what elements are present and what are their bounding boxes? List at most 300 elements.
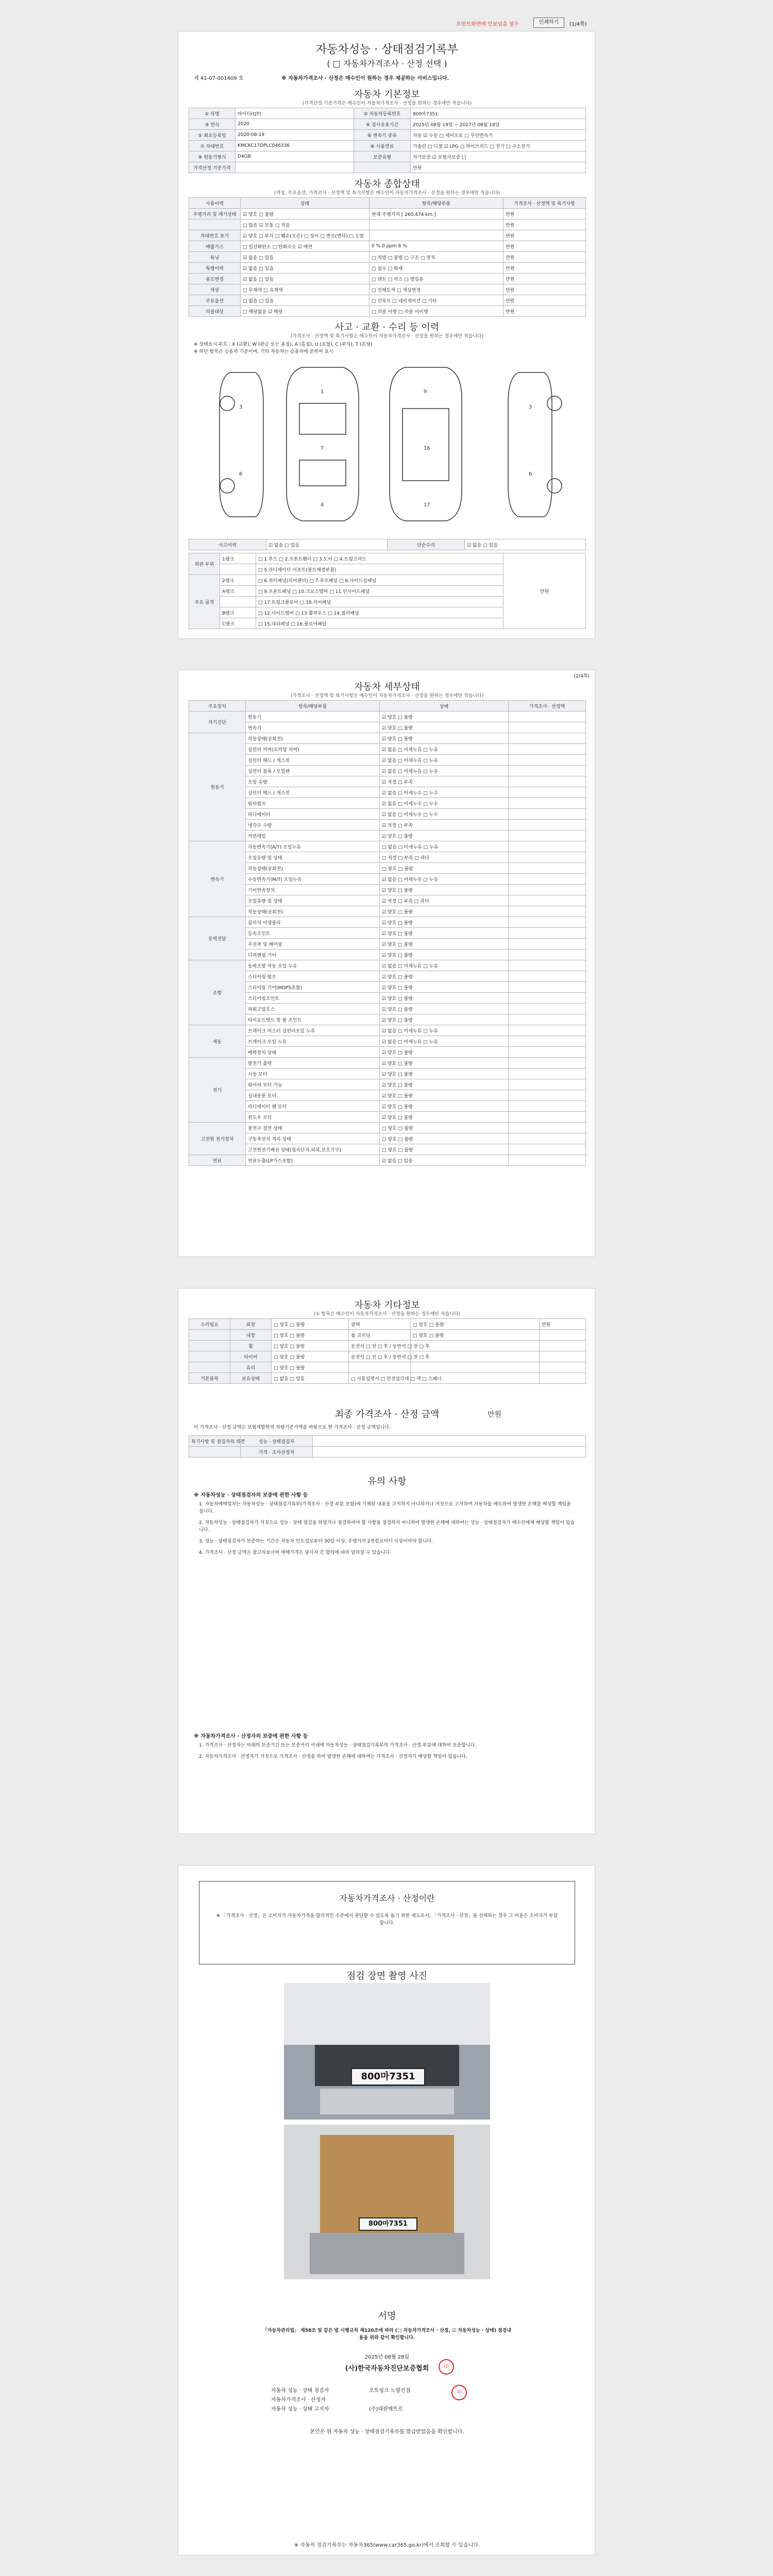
table-cell: [189, 1330, 230, 1341]
table-row: [189, 831, 586, 841]
signer-name: (주)대원매트로: [369, 2406, 403, 2412]
notice-list: [199, 1501, 575, 1561]
price-cell: [509, 1036, 586, 1047]
part-name: 실내송풍 모터: [246, 1090, 380, 1101]
part-name: 오일 유량: [246, 776, 380, 787]
part-name: 충전구 절연 상태: [246, 1123, 380, 1133]
table-row: [189, 1112, 586, 1123]
basic-info-table: [189, 108, 586, 173]
table-cell: 가격산정 기준가격: [189, 162, 236, 173]
part-state: ☑ 양호 □ 불량: [380, 722, 509, 733]
price-cell: [509, 1047, 586, 1058]
inspector-seal: 印: [451, 2385, 467, 2400]
device-group: 원동기: [189, 733, 246, 841]
table-cell: 만원: [503, 295, 586, 306]
part-state: □ 양호 □ 불량: [380, 1133, 509, 1144]
table-cell: 마이티(QT): [236, 108, 354, 119]
rear-photo: [284, 2125, 490, 2279]
part-state: □ 없음 □ 미세누유 □ 누유: [380, 841, 509, 852]
signer-row: [271, 2395, 508, 2404]
price-explain-box: [199, 1881, 575, 1964]
part-name: 오일유량 및 상태: [246, 895, 380, 906]
table-row: [189, 209, 586, 219]
table-row: [189, 939, 586, 950]
table-cell: 튜닝: [189, 252, 241, 263]
signer-row: [271, 2386, 508, 2395]
part-name: 파워고압호스: [246, 1004, 380, 1014]
column-header: 항목/해당부품: [246, 701, 380, 711]
price-cell: [509, 928, 586, 939]
frame-price: 만원: [503, 553, 586, 629]
table-row: [189, 874, 586, 885]
part-name: 디퍼렌셜 기어: [246, 950, 380, 960]
table-cell: ① 차명: [189, 108, 236, 119]
table-cell: □ 없음 □ 있음: [241, 295, 369, 306]
table-row: [189, 1036, 586, 1047]
svg-text:16: 16: [424, 446, 430, 451]
table-cell: [189, 1447, 241, 1458]
part-name: 작동상태(공회전): [246, 863, 380, 874]
final-price-sentence: 이 가격조사 · 산정 금액은 보험개발원의 차량기준가액을 바탕으로 한 가격조사 · 산정 금액입니다.: [194, 1425, 391, 1430]
table-cell: 만원: [503, 241, 586, 252]
frame-damage-table: [189, 553, 586, 629]
price-cell: [509, 993, 586, 1004]
part-name: 변속기: [246, 722, 380, 733]
table-row: [189, 841, 586, 852]
price-cell: [509, 1090, 586, 1101]
table-row: [189, 252, 586, 263]
price-cell: [509, 852, 586, 863]
svg-text:3: 3: [529, 404, 532, 410]
frame-side-label: 주요 골격: [189, 575, 220, 629]
table-row: [189, 263, 586, 274]
svg-text:9: 9: [424, 389, 427, 395]
table-cell: 800마7351: [411, 108, 586, 119]
table-cell: [189, 1341, 230, 1351]
accident-legend-2: ※ 하단 항목은 승용차 기준이며, 기타 자동차는 승용차에 준하여 표시: [194, 349, 333, 354]
part-state: □ 양호 □ 불량: [380, 863, 509, 874]
table-row: [189, 284, 586, 295]
table-cell: ☑ 없음 □ 있음: [241, 263, 369, 274]
part-state: ☑ 양호 □ 불량: [380, 1090, 509, 1101]
rank-cell: C랭크: [220, 618, 256, 629]
part-name: 기어변속장치: [246, 885, 380, 895]
part-name: 배력장치 상태: [246, 1047, 380, 1058]
table-row: [189, 798, 586, 809]
price-cell: [509, 831, 586, 841]
table-row: [189, 766, 586, 776]
top-bar: [178, 15, 595, 29]
table-row: [189, 1133, 586, 1144]
part-state: ☑ 양호 □ 불량: [380, 733, 509, 744]
table-cell: 만원: [503, 209, 586, 219]
table-row: [189, 809, 586, 820]
part-name: 실린더 헤드 / 개스킷: [246, 755, 380, 766]
table-cell: [349, 1362, 411, 1373]
price-cell: [509, 1025, 586, 1036]
organization-seal: 印: [439, 2359, 454, 2375]
table-row: [189, 1351, 586, 1362]
table-row: [189, 141, 586, 151]
table-cell: D4GB: [236, 151, 354, 162]
accident-legend-1: ※ 상태표시 부호 : X (교환), W (판금 또는 용접), A (흠집), U (요철), C (부식), T (손상): [194, 342, 373, 347]
table-cell: □ 해당없음 ☑ 해당: [241, 306, 369, 317]
document-subtitle: ( □ 자동차가격조사 · 산정 선택 ): [327, 59, 447, 69]
price-cell: [509, 798, 586, 809]
table-cell: 현재 주행거리 [ 260,474 km ]: [369, 209, 503, 219]
table-row: [189, 1123, 586, 1133]
doc-no-label: 제: [194, 76, 199, 81]
part-name: 브레이크 오일 누유: [246, 1036, 380, 1047]
signer-role: 자동차가격조사 · 산정자: [271, 2397, 326, 2403]
sign-org: (사)한국자동차진단보증협회: [345, 2365, 429, 2372]
part-name: 구동축전지 격리 상태: [246, 1133, 380, 1144]
table-row: [189, 1155, 586, 1166]
table-cell: ② 자동차등록번호: [354, 108, 411, 119]
part-state: ☑ 양호 □ 불량: [380, 711, 509, 722]
price-cell: [509, 1004, 586, 1014]
table-cell: □ 양호 □ 불량: [272, 1341, 349, 1351]
signer-role: 자동차 성능 · 상태 고지자: [271, 2406, 329, 2412]
part-name: 자동변속기(A/T) 오일누유: [246, 841, 380, 852]
table-row: [189, 1341, 586, 1351]
table-cell: [369, 219, 503, 230]
svg-text:1: 1: [321, 389, 324, 395]
price-explain-text: ※ 「가격조사 · 산정」은 소비자가 자동차가격을 합리적인 수준에서 판단할 수 있도록 돕기 위한 제도로서, 「가격조사 · 산정」을 선택하는 경우 그 비용은 소비자가 부담합니다.: [216, 1913, 558, 1926]
parts-cell: □ 5.라디에이터 서포트(볼트체결부품): [256, 564, 503, 575]
part-state: ☑ 양호 □ 불량: [380, 1079, 509, 1090]
svg-text:6: 6: [529, 471, 532, 477]
device-group: 제동: [189, 1025, 246, 1058]
table-cell: 특별이력: [189, 263, 241, 274]
final-price-title: 최종 가격조사 · 산정 금액: [334, 1409, 440, 1420]
part-name: 시동 모터: [246, 1069, 380, 1079]
table-row: [189, 1058, 586, 1069]
table-row: [189, 1079, 586, 1090]
receipt-text: 본인은 위 자동차 성능 · 상태점검기록부를 발급받았음을 확인합니다.: [310, 2429, 464, 2435]
page-3: [178, 1288, 595, 1834]
part-state: ☑ 없음 □ 미세누유 □ 누유: [380, 874, 509, 885]
table-row: [189, 787, 586, 798]
total-status-title: 자동차 종합상태: [354, 179, 420, 190]
footer-text: ※ 자동차 점검기록부는 자동차365(www.car365.go.kr)에서 조회할 수 있습니다.: [294, 2543, 480, 2548]
table-cell: [354, 162, 411, 173]
part-name: 클러치 어셈블리: [246, 917, 380, 928]
table-cell: 주요옵션: [189, 295, 241, 306]
column-header: 가격조사 · 산정액 및 특기사항: [503, 198, 586, 209]
notice-paragraph: 1. 자동차매매업자는 자동차성능 · 상태점검기록부(가격조사 · 산정 부분 포함)에 기재된 내용을 고지하지 아니하거나 거짓으로 고지하여 자동차를 매도하여 발생한 손해를 배상할 책임을 집니다.: [199, 1502, 571, 1514]
table-cell: □ 무채색 □ 유채색: [241, 284, 369, 295]
table-cell: [411, 1341, 540, 1351]
part-state: ☑ 없음 □ 있음: [380, 1155, 509, 1166]
document-number: [194, 74, 244, 81]
table-row: [189, 241, 586, 252]
price-cell: [509, 1014, 586, 1025]
table-cell: [313, 1436, 586, 1447]
table-cell: □ 일산화탄소 □ 탄화수소 ☑ 매연: [241, 241, 369, 252]
price-cell: [509, 939, 586, 950]
car-body-diagram: [199, 357, 575, 532]
table-row: [189, 1447, 586, 1458]
table-cell: 만원: [503, 263, 586, 274]
table-row: [189, 119, 586, 130]
front-plate: 800마7351: [351, 2068, 425, 2086]
document-title: 자동차성능 · 상태점검기록부: [315, 43, 458, 56]
part-state: ☑ 양호 □ 불량: [380, 917, 509, 928]
svg-text:3: 3: [239, 404, 243, 410]
table-cell: □ 없음 □ 있음: [272, 1373, 349, 1384]
table-row: [189, 722, 586, 733]
table-row: [189, 230, 586, 241]
part-state: □ 양호 □ 불량: [380, 1123, 509, 1133]
table-cell: ☑ 양호 □ 불량: [241, 209, 369, 219]
part-name: 연료누출(LP가스포함): [246, 1155, 380, 1166]
total-status-table: [189, 197, 586, 317]
accident-history-title: 사고 · 교환 · 수리 등 이력: [334, 322, 440, 333]
svg-text:7: 7: [321, 446, 324, 451]
signer-role: 자동차 성능 · 상태 점검자: [271, 2388, 329, 2394]
table-cell: □ 양호 □ 불량: [272, 1362, 349, 1373]
part-state: ☑ 없음 □ 미세누수 □ 누수: [380, 798, 509, 809]
part-state: ☑ 없음 □ 미세누수 □ 누수: [380, 787, 509, 798]
table-row: [189, 852, 586, 863]
detail-status-title: 자동차 세부상태: [354, 682, 420, 692]
device-group: 연료: [189, 1155, 246, 1166]
table-cell: [540, 1330, 586, 1341]
part-state: ☑ 양호 □ 불량: [380, 928, 509, 939]
table-cell: 주행거리 및 계기상태: [189, 209, 241, 219]
part-state: ☑ 양호 □ 불량: [380, 1112, 509, 1123]
table-cell: 가격 · 조사산정자: [241, 1447, 313, 1458]
table-cell: 수리필요: [189, 1319, 230, 1330]
photos-title: 점검 장면 촬영 사진: [346, 1971, 428, 1981]
part-name: 작동상태(공회전): [246, 733, 380, 744]
table-cell: [189, 1351, 230, 1362]
detail-status-table: [189, 700, 586, 1166]
table-cell: 차대번호 표기: [189, 230, 241, 241]
part-state: ☑ 없음 □ 미세누유 □ 누유: [380, 1036, 509, 1047]
device-group: 자기진단: [189, 711, 246, 733]
table-cell: □ 적법 □ 불법 □ 구조 □ 장치: [369, 252, 503, 263]
price-cell: [509, 917, 586, 928]
table-cell: 외장: [230, 1319, 272, 1330]
table-cell: [540, 1373, 586, 1384]
table-row: [189, 744, 586, 755]
part-state: ☑ 양호 □ 불량: [380, 906, 509, 917]
page-1: [178, 31, 595, 639]
table-cell: ☑ 양호 □ 부식 □ 훼손(오손) □ 상이 □ 변조(변타) □ 도말: [241, 230, 369, 241]
table-cell: 색상: [189, 284, 241, 295]
price-cell: [509, 1155, 586, 1166]
table-cell: 운전석 □ 전 □ 후 / 동반석 □ 전 □ 후: [349, 1351, 411, 1362]
table-cell: 2025년 08월 19일 ~ 2027년 08월 18일: [411, 119, 586, 130]
sign-title: 서명: [378, 2311, 396, 2321]
part-state: ☑ 없음 □ 미세누유 □ 누유: [380, 744, 509, 755]
table-cell: ☑ 없음 □ 있음: [465, 539, 586, 550]
table-cell: 리콜대상: [189, 306, 241, 317]
rank-cell: [220, 564, 256, 575]
table-cell: □ 양호 □ 불량: [272, 1319, 349, 1330]
device-group: 고전원 전기장치: [189, 1123, 246, 1155]
price-cell: [509, 863, 586, 874]
table-cell: □ 렌트 □ 리스 □ 영업용: [369, 274, 503, 284]
price-cell: [509, 1058, 586, 1069]
table-cell: □ 양호 □ 불량: [272, 1351, 349, 1362]
table-cell: 광택: [349, 1319, 411, 1330]
rank-cell: A랭크: [220, 586, 256, 597]
table-row: [189, 219, 586, 230]
table-row: [189, 1004, 586, 1014]
part-state: ☑ 적정 □ 부족: [380, 776, 509, 787]
table-row: [189, 1373, 586, 1384]
part-state: ☑ 없음 □ 미세누유 □ 누유: [380, 1025, 509, 1036]
price-cell: [509, 1101, 586, 1112]
table-cell: [540, 1362, 586, 1373]
rank-cell: B랭크: [220, 607, 256, 618]
table-cell: 보증유형: [354, 151, 411, 162]
signer-row: [271, 2404, 508, 2414]
print-note: 프린트화면에 안보임을 필수: [456, 22, 519, 27]
part-name: 동력조향 작동 오일 누유: [246, 960, 380, 971]
part-state: ☑ 양호 □ 불량: [380, 939, 509, 950]
table-cell: ④ 검사유효기간: [354, 119, 411, 130]
table-cell: □ 전체도색 □ 색상변경: [369, 284, 503, 295]
rank-cell: 2랭크: [220, 575, 256, 586]
price-cell: [509, 960, 586, 971]
part-state: ☑ 양호 □ 불량: [380, 1058, 509, 1069]
part-name: 등속조인트: [246, 928, 380, 939]
part-state: ☑ 없음 □ 미세누유 □ 누유: [380, 755, 509, 766]
table-cell: 만원: [503, 252, 586, 263]
table-cell: 유리: [230, 1362, 272, 1373]
notice-title: 유의 사항: [367, 1476, 407, 1487]
table-cell: 보유상태: [230, 1373, 272, 1384]
table-row: [189, 1090, 586, 1101]
price-cell: [509, 809, 586, 820]
column-header: 상태: [241, 198, 369, 209]
part-name: 발전기 출력: [246, 1058, 380, 1069]
table-cell: □ 양호 □ 불량: [411, 1330, 540, 1341]
price-cell: [509, 733, 586, 744]
column-header: 상태: [380, 701, 509, 711]
part-name: 라디에이터: [246, 809, 380, 820]
table-row: [189, 1330, 586, 1341]
page-2-number: (2/4쪽): [574, 674, 590, 679]
price-cell: [509, 776, 586, 787]
parts-cell: □ 6.쿼터패널(리어펜더) □ 7.루프패널 □ 8.사이드실패널: [256, 575, 503, 586]
accident-result-table: [189, 539, 586, 550]
print-button[interactable]: 인쇄하기: [533, 18, 564, 28]
part-name: 와이퍼 모터 기능: [246, 1079, 380, 1090]
part-name: 냉각수 수량: [246, 820, 380, 831]
table-cell: 만원: [503, 219, 586, 230]
part-name: 실린더 블록 / 오일팬: [246, 766, 380, 776]
table-row: [189, 755, 586, 766]
part-state: ☑ 양호 □ 불량: [380, 1004, 509, 1014]
table-row: [189, 928, 586, 939]
column-header: 가격조사 · 산정액: [509, 701, 586, 711]
final-price-value: 만원: [488, 1411, 502, 1419]
table-row: [189, 960, 586, 971]
parts-cell: □ 1.후드 □ 2.프론트휀더 □ 3.도어 □ 4.트렁크리드: [256, 553, 503, 564]
svg-text:6: 6: [239, 471, 243, 477]
accident-history-note: (가격조사 · 산정액 및 특기사항은 매수인이 자동차가격조사 · 산정을 원하는 경우에만 적습니다): [290, 334, 484, 339]
part-name: 실린더 헤드 / 개스킷: [246, 787, 380, 798]
part-state: ☑ 양호 □ 불량: [380, 950, 509, 960]
part-name: 실린더 커버(로커암 커버): [246, 744, 380, 755]
table-cell: 운전석 □ 전 □ 후 / 동반석 □ 전 □ 후: [349, 1341, 411, 1351]
service-warning: ※ 자동차가격조사 · 산정은 매수인이 원하는 경우 제공하는 서비스입니다.: [281, 76, 449, 81]
part-name: 고전원전기배선 상태(접속단자,피복,보호기구): [246, 1144, 380, 1155]
table-cell: 사고이력: [189, 539, 266, 550]
table-cell: [411, 1362, 540, 1373]
table-row: [189, 906, 586, 917]
price-cell: [509, 755, 586, 766]
parts-cell: □ 17.트렁크플로어 □ 18.리어패널: [256, 597, 503, 607]
table-cell: [411, 1351, 540, 1362]
notice-paragraph: 1. 가격조사 · 산정자는 아래의 보증기간 또는 보증거리 이내에 자동차성능 · 상태점검기록부의 가격조사 · 산정 부분에 대하여 보증합니다.: [199, 1743, 477, 1748]
part-state: ☑ 양호 □ 불량: [380, 1014, 509, 1025]
inspector-opinion-table: [189, 1435, 586, 1458]
table-cell: [236, 162, 354, 173]
table-cell: KMCKC17DPLC046336: [236, 141, 354, 151]
doc-no: 41-07-001409: [200, 76, 237, 81]
price-cell: [509, 711, 586, 722]
part-name: 타이로드엔드 및 볼 조인트: [246, 1014, 380, 1025]
table-cell: 기본품목: [189, 1373, 230, 1384]
frame-side-label: 외판 부위: [189, 553, 220, 575]
table-cell: □ 많음 ☑ 보통 □ 적음: [241, 219, 369, 230]
table-row: [189, 130, 586, 141]
price-cell: [509, 885, 586, 895]
table-row: [189, 274, 586, 284]
table-row: [189, 733, 586, 744]
table-cell: 만원: [411, 162, 586, 173]
table-cell: 2020: [236, 119, 354, 130]
table-row: [189, 108, 586, 119]
price-cell: [509, 895, 586, 906]
table-cell: 용도변경: [189, 274, 241, 284]
notice-heading: ※ 자동차성능 · 상태점검자의 보증에 관한 사항 등: [194, 1493, 308, 1498]
table-row: [189, 895, 586, 906]
device-group: 조향: [189, 960, 246, 1025]
table-cell: 휠: [230, 1341, 272, 1351]
table-cell: [189, 1362, 230, 1373]
table-cell: [369, 230, 503, 241]
table-cell: 특기사항 및 점검자의 의견: [189, 1436, 241, 1447]
basic-info-note: (가격산정 기준가격은 매수인이 자동차가격조사 · 산정을 원하는 경우에만 적습니다): [302, 101, 472, 106]
price-cell: [509, 766, 586, 776]
device-group: 변속기: [189, 841, 246, 917]
table-cell: □ 리콜 이행 □ 리콜 미이행: [369, 306, 503, 317]
column-header: 주요장치: [189, 701, 246, 711]
price-cell: [509, 744, 586, 755]
signer-name: 오토링크 노량진점: [369, 2388, 411, 2394]
table-row: [189, 1436, 586, 1447]
rear-plate: 800마7351: [359, 2217, 417, 2231]
table-row: [189, 1101, 586, 1112]
parts-cell: □ 12.사이드멤버 □ 13.휠하우스 □ 14.필러패널: [256, 607, 503, 618]
rank-cell: [220, 597, 256, 607]
price-cell: [509, 971, 586, 982]
part-name: 오일유량 및 상태: [246, 852, 380, 863]
part-state: □ 적정 □ 부족 □ 과다: [380, 852, 509, 863]
part-name: 브레이크 마스터 실린더오일 누유: [246, 1025, 380, 1036]
other-info-table: [189, 1318, 586, 1384]
notice-paragraph: 3. 성능 · 상태점검자가 보증하는 기간은 자동차 인도일로부터 30일 이상, 주행거리 2천킬로미터 이상이어야 합니다.: [199, 1539, 433, 1544]
table-row: [189, 776, 586, 787]
table-cell: 2020-08-19: [236, 130, 354, 141]
